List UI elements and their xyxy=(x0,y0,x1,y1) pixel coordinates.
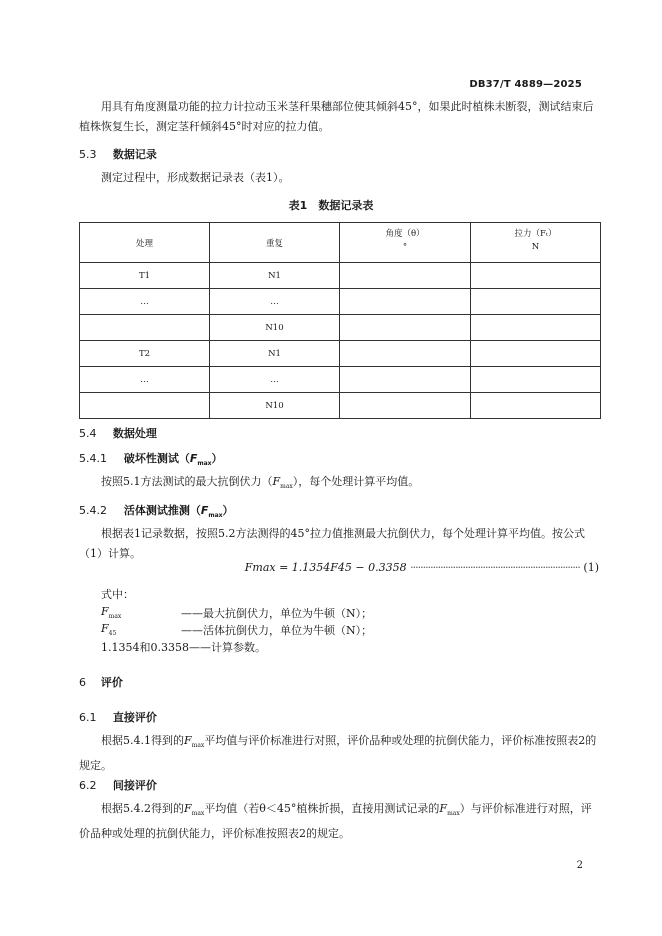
cell-angle xyxy=(340,341,471,367)
cell-force xyxy=(471,367,601,393)
section-number: 5.4 xyxy=(79,427,97,440)
section-5-4-2-paragraph: 根据表1记录数据，按照5.2方法测得的45°拉力值推测最大抗倒伏力，每个处理计算平均值。按公式（1）计算。 xyxy=(79,527,585,560)
cell-replicate: N10 xyxy=(210,393,340,419)
cell-replicate: … xyxy=(210,367,340,393)
section-6-2-heading xyxy=(79,777,157,793)
text-prefix: 根据5.4.2得到的 xyxy=(101,802,184,815)
force-subscript: max xyxy=(197,460,212,468)
where-label: 式中： xyxy=(101,588,134,601)
table-header-row xyxy=(80,223,601,263)
text-middle: 平均值（若θ＜45°植株折损，直接用测试记录的 xyxy=(204,802,440,815)
cell-replicate: N10 xyxy=(210,315,340,341)
force-variable: F xyxy=(101,622,109,635)
force-subscript: max xyxy=(208,512,223,520)
section-title: 评价 xyxy=(100,676,123,689)
section-number: 5.4.1 xyxy=(79,452,107,465)
force-variable: F xyxy=(189,452,198,465)
section-5-4-1-heading xyxy=(79,450,223,467)
cell-treatment xyxy=(80,393,210,419)
text-prefix: 根据5.4.1得到的 xyxy=(101,734,184,747)
force-variable: F xyxy=(184,802,192,815)
section-5-4-2-heading xyxy=(79,502,234,519)
section-5-4-heading xyxy=(79,425,157,441)
formula-1 xyxy=(245,561,599,574)
cell-replicate: N1 xyxy=(210,263,340,289)
force-variable: F xyxy=(439,802,448,815)
header-treatment: 处理 xyxy=(80,223,210,263)
text-suffix: ），每个处理计算平均值。 xyxy=(292,475,420,488)
text-suffix: ）与评价标准进行对照，评价品种或处理的抗倒伏能力，评价标准按照表2的规定。 xyxy=(79,802,592,841)
force-subscript: max xyxy=(191,742,205,750)
header-angle-label: 角度（θ） xyxy=(385,229,425,239)
force-variable: F xyxy=(272,475,281,488)
force-variable: F xyxy=(200,504,209,517)
header-force-unit: N xyxy=(531,242,540,252)
cell-angle xyxy=(340,315,471,341)
text-prefix: 按照5.1方法测试的最大抗倒伏力（ xyxy=(101,475,273,488)
variable-f45-term xyxy=(101,622,116,637)
intro-paragraph: 用具有角度测量功能的拉力计拉动玉米茎秆果穗部位使其倾斜45°，如果此时植株未断裂，测试结束后植株恢复生长，测定茎秆倾斜45°时对应的拉力值。 xyxy=(79,100,594,133)
section-title xyxy=(123,504,234,520)
table-row xyxy=(80,393,601,419)
variable-fmax-term xyxy=(101,605,121,620)
table-row xyxy=(80,341,601,367)
cell-treatment: … xyxy=(80,367,210,393)
cell-force xyxy=(471,315,601,341)
text-suffix: 平均值与评价标准进行对照，评价品种或处理的抗倒伏能力，评价标准按照表2的规定。 xyxy=(79,734,597,773)
section-title: 间接评价 xyxy=(112,779,157,792)
force-subscript: max xyxy=(108,613,122,621)
section-title: 数据记录 xyxy=(112,148,157,161)
formula-leader-dots: ···································································· xyxy=(410,561,580,574)
cell-force xyxy=(471,263,601,289)
force-subscript: max xyxy=(280,483,293,491)
table-row xyxy=(80,367,601,393)
title-suffix: ） xyxy=(222,504,234,517)
section-5-3-paragraph: 测定过程中，形成数据记录表（表1）。 xyxy=(101,171,290,184)
header-angle xyxy=(340,223,471,263)
header-replicate: 重复 xyxy=(210,223,340,263)
cell-treatment: T1 xyxy=(80,263,210,289)
table-row xyxy=(80,289,601,315)
force-variable: F xyxy=(184,734,192,747)
cell-angle xyxy=(340,367,471,393)
section-title xyxy=(123,452,223,468)
section-5-4-1-paragraph xyxy=(79,472,602,497)
section-number: 6.1 xyxy=(79,711,97,724)
title-prefix: 破坏性测试（ xyxy=(123,452,190,465)
coefficient-note: 1.1354和0.3358——计算参数。 xyxy=(101,641,266,654)
cell-angle xyxy=(340,263,471,289)
header-force xyxy=(471,223,601,263)
section-6-1-paragraph xyxy=(79,731,602,776)
cell-force xyxy=(471,341,601,367)
section-number: 6 xyxy=(79,676,86,689)
section-number: 5.4.2 xyxy=(79,504,107,517)
formula-number: (1) xyxy=(583,561,599,574)
force-subscript: max xyxy=(447,810,460,818)
standard-number: DB37/T 4889—2025 xyxy=(469,79,582,90)
cell-replicate: N1 xyxy=(210,341,340,367)
table-caption: 表1 数据记录表 xyxy=(288,199,374,212)
section-6-1-heading xyxy=(79,709,157,725)
section-6-heading xyxy=(79,674,123,690)
section-6-2-paragraph xyxy=(79,799,602,844)
force-subscript: max xyxy=(191,810,205,818)
section-number: 6.2 xyxy=(79,779,97,792)
section-title: 直接评价 xyxy=(112,711,157,724)
data-record-table xyxy=(79,222,601,419)
table-row xyxy=(80,263,601,289)
force-variable: F xyxy=(101,605,109,618)
force-subscript: 45 xyxy=(108,630,117,638)
variable-f45-desc: ——活体抗倒伏力，单位为牛顿（N）； xyxy=(181,624,373,637)
cell-treatment: … xyxy=(80,289,210,315)
table-row xyxy=(80,315,601,341)
page-number: 2 xyxy=(576,860,583,871)
cell-replicate: … xyxy=(210,289,340,315)
cell-force xyxy=(471,289,601,315)
formula-expression: Fmax = 1.1354F45 − 0.3358 xyxy=(244,561,407,574)
title-prefix: 活体测试推测（ xyxy=(123,504,201,517)
variable-fmax-desc: ——最大抗倒伏力，单位为牛顿（N）； xyxy=(181,607,373,620)
section-5-3-heading xyxy=(79,146,157,162)
cell-treatment: T2 xyxy=(80,341,210,367)
header-angle-unit: ° xyxy=(402,242,408,252)
section-number: 5.3 xyxy=(79,148,97,161)
section-title: 数据处理 xyxy=(112,427,157,440)
cell-angle xyxy=(340,289,471,315)
cell-force xyxy=(471,393,601,419)
header-force-label: 拉力（Fₜ） xyxy=(514,229,557,239)
cell-treatment xyxy=(80,315,210,341)
title-suffix: ） xyxy=(211,452,223,465)
cell-angle xyxy=(340,393,471,419)
